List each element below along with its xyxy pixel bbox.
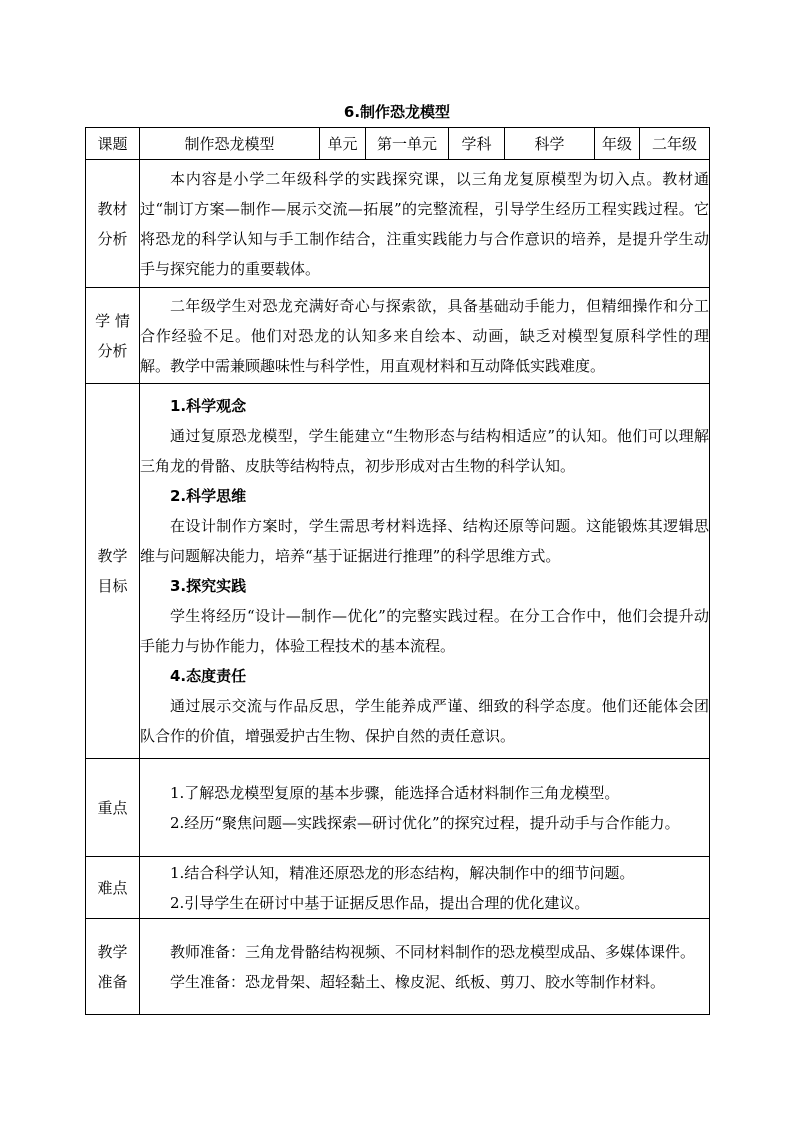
topic-label: 课题	[86, 128, 140, 160]
grade-label: 年级	[595, 128, 640, 160]
key-points-content	[140, 759, 710, 857]
goals-label-line-2: 目标	[97, 577, 128, 595]
goal-heading: 2.科学思维	[170, 487, 247, 505]
lesson-plan-table	[85, 127, 710, 1015]
preparation-item: 学生准备：恐龙骨架、超轻黏土、橡皮泥、纸板、剪刀、胶水等制作材料。	[170, 972, 666, 991]
key-point-item: 2.经历“聚焦问题—实践探索—研讨优化”的探究过程，提升动手与合作能力。	[170, 813, 680, 832]
goal-text: 学生将经历“设计—制作—优化”的完整实践过程。在分工合作中，他们会提升动手能力与协作能力，体验工程技术的基本流程。	[140, 607, 709, 655]
key-point-item: 1.了解恐龙模型复原的基本步骤，能选择合适材料制作三角龙模型。	[170, 783, 620, 802]
difficulties-content	[140, 857, 710, 919]
subject-label: 学科	[449, 128, 505, 160]
goal-heading: 3.探究实践	[170, 577, 247, 595]
goal-text: 在设计制作方案时，学生需思考材料选择、结构还原等问题。这能锻炼其逻辑思维与问题解决能力，培养“基于证据进行推理”的科学思维方式。	[140, 517, 709, 565]
unit-value: 第一单元	[366, 128, 449, 160]
goal-text: 通过展示交流与作品反思，学生能养成严谨、细致的科学态度。他们还能体会团队合作的价值，增强爱护古生物、保护自然的责任意识。	[140, 697, 709, 745]
goal-text: 通过复原恐龙模型，学生能建立“生物形态与结构相适应”的认知。他们可以理解三角龙的骨骼、皮肤等结构特点，初步形成对古生物的科学认知。	[140, 427, 709, 475]
goals-label	[86, 384, 140, 759]
learner-text: 二年级学生对恐龙充满好奇心与探索欲，具备基础动手能力，但精细操作和分工合作经验不足。他们对恐龙的认知多来自绘本、动画，缺乏对模型复原科学性的理解。教学中需兼顾趣味性与科学性，用直观材料和互动降低实践难度。	[140, 296, 709, 375]
learner-row	[86, 288, 710, 384]
preparation-label	[86, 919, 140, 1015]
learner-label	[86, 288, 140, 384]
textbook-label-line-2: 分析	[97, 229, 128, 248]
textbook-label	[86, 160, 140, 288]
learner-label-line-1: 学 情	[95, 311, 130, 330]
goals-content	[140, 384, 710, 759]
key-points-label: 重点	[86, 759, 140, 857]
difficulties-label: 难点	[86, 857, 140, 919]
textbook-content	[140, 160, 710, 288]
key-points-row	[86, 759, 710, 857]
unit-label: 单元	[320, 128, 366, 160]
preparation-item: 教师准备：三角龙骨骼结构视频、不同材料制作的恐龙模型成品、多媒体课件。	[170, 942, 696, 961]
subject-value: 科学	[505, 128, 595, 160]
difficulty-item: 2.引导学生在研讨中基于证据反思作品，提出合理的优化建议。	[170, 893, 590, 912]
difficulties-row	[86, 857, 710, 919]
goals-label-line-1: 教学	[97, 547, 128, 565]
learner-content	[140, 288, 710, 384]
grade-value: 二年级	[640, 128, 710, 160]
page-title: 6.制作恐龙模型	[343, 103, 451, 121]
textbook-text: 本内容是小学二年级科学的实践探究课，以三角龙复原模型为切入点。教材通过“制订方案—制作—展示交流—拓展”的完整流程，引导学生经历工程实践过程。它将恐龙的科学认知与手工制作结合，注重实践能力与合作意识的培养，是提升学生动手与探究能力的重要载体。	[140, 169, 709, 278]
textbook-label-line-1: 教材	[97, 199, 128, 218]
learner-label-line-2: 分析	[97, 341, 128, 360]
header-row	[86, 128, 710, 160]
difficulty-item: 1.结合科学认知，精准还原恐龙的形态结构，解决制作中的细节问题。	[170, 863, 635, 882]
preparation-label-line-2: 准备	[97, 972, 128, 991]
topic-value: 制作恐龙模型	[140, 128, 320, 160]
preparation-row	[86, 919, 710, 1015]
preparation-content	[140, 919, 710, 1015]
goals-row	[86, 384, 710, 759]
textbook-row	[86, 160, 710, 288]
goal-heading: 1.科学观念	[170, 397, 247, 415]
goal-heading: 4.态度责任	[170, 667, 247, 685]
preparation-label-line-1: 教学	[97, 942, 128, 961]
